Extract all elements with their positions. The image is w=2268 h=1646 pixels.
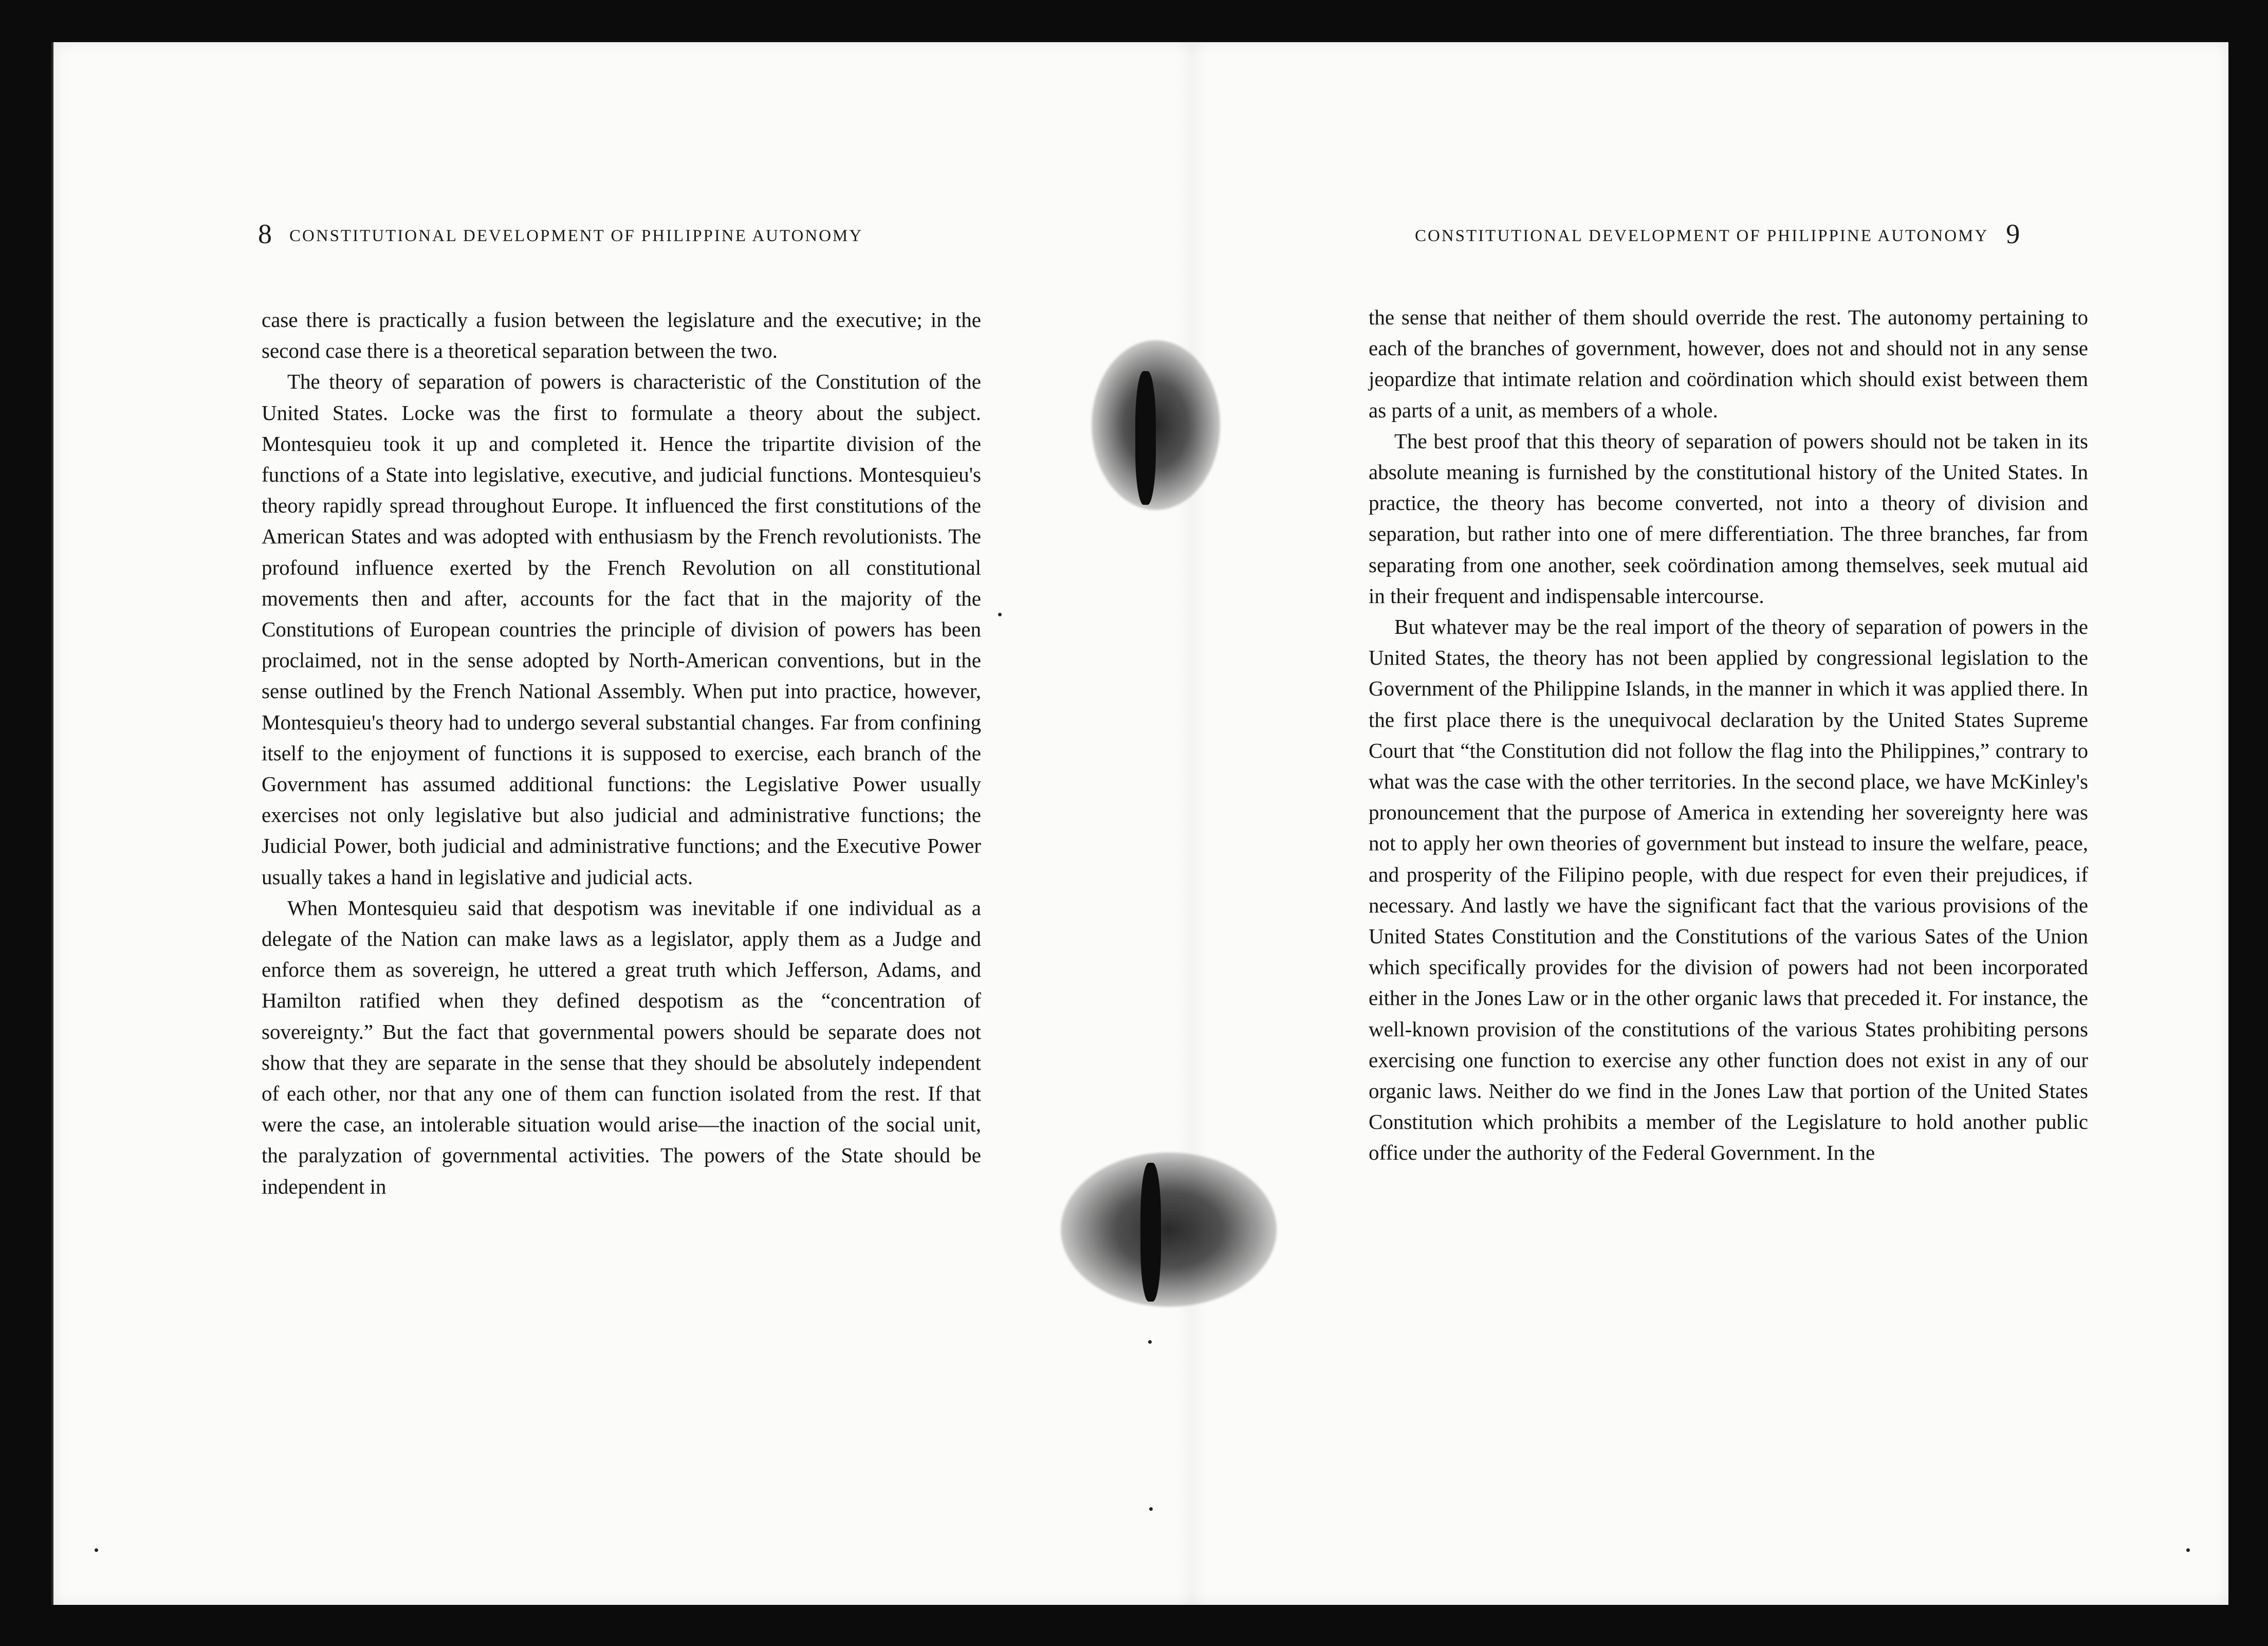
speck-3 [1149,1507,1153,1511]
right-head-title: CONSTITUTIONAL DEVELOPMENT OF PHILIPPINE AUTONOMY [1415,227,1989,245]
right-body-text [1369,302,2088,1168]
left-paragraph-3: When Montesquieu said that despotism was inevitable if one individual as a delegate of the Nation can make laws as a legislator, apply them as a Judge and enforce them as sovereign, he uttered a great truth which Jefferson, Adams, and Hamilton ratified when they defined despotism as the “concentration of sovereignty.” But the fact that governmental powers should be separate does not show that they are separate in the sense that they should be absolutely independent of each other, nor that any one of them can function isolated from the rest. If that were the case, an intolerable situation would arise—the inaction of the social unit, the paralyzation of governmental activities. The powers of the State should be independent in [262,895,981,1198]
left-paragraph-1: case there is practically a fusion between the legislature and the executive; in the second case there is a theoretical separation between the two. [262,308,981,363]
speck-5 [2186,1548,2190,1552]
left-paragraph-2: The theory of separation of powers is characteristic of the Constitution of the United States. Locke was the first to formulate a theory about the subject. Montesquieu took it up and completed it. Hence the tripartite division of the functions of a State into legislative, executive, and judicial functions. Montesquieu's theory rapidly spread throughout Europe. It influenced the first constitutions of the American States and was adopted with enthusiasm by the French revolutionists. The profound influence exerted by the French Revolution on all constitutional movements then and after, accounts for the fact that in the majority of the Constitutions of European countries the principle of division of powers has been proclaimed, not in the sense adopted by North-American conventions, but in the sense outlined by the French National Assembly. When put into practice, however, Montesquieu's theory had to undergo several substantial changes. Far from confining itself to the enjoyment of functions it is supposed to exercise, each branch of the Government has assumed additional functions: the Legislative Power usually exercises not only legislative but also judicial and administrative functions; the Judicial Power, both judicial and administrative functions; and the Executive Power usually takes a hand in legislative and judicial acts. [262,370,981,889]
left-page-number: 8 [258,218,272,249]
left-body-text [262,304,981,1202]
speck-4 [95,1548,98,1552]
right-paragraph-1: the sense that neither of them should override the rest. The autonomy pertaining to each of the branches of government, however, does not and should not in any sense jeopardize that intimate relation and coördination which should exist between them as parts of a unit, as members of a whole. [1369,305,2088,422]
ink-blot-bottom-core [1140,1163,1161,1302]
ink-blot-top-core [1135,371,1156,505]
book-spread [51,42,2228,1605]
left-running-head [258,218,863,250]
speck-1 [998,613,1002,616]
right-paragraph-3: But whatever may be the real import of the theory of separation of powers in the United States, the theory has not been applied by congressional legislation to the Government of the Philippine Islands, in the manner in which it was applied there. In the first place there is the unequivocal declaration by the United States Supreme Court that “the Constitution did not follow the flag into the Philippines,” contrary to what was the case with the other territories. In the second place, we have McKinley's pronouncement that the purpose of America in extending her sovereignty here was not to apply her own theories of government but instead to insure the welfare, peace, and prosperity of the Filipino people, with due respect for even their prejudices, if necessary. And lastly we have the significant fact that the various provisions of the United States Constitution and the Constitutions of the various Sates of the Union which specifically provides for the division of powers had not been incorporated either in the Jones Law or in the other organic laws that preceded it. For instance, the well-known provision of the constitutions of the various States prohibiting persons exercising one function to exercise any other function does not exist in any of our organic laws. Neither do we find in the Jones Law that portion of the United States Constitution which prohibits a member of the Legislature to hold another public office under the authority of the Federal Government. In the [1369,615,2088,1165]
right-page-number: 9 [2006,218,2020,249]
left-head-title: CONSTITUTIONAL DEVELOPMENT OF PHILIPPINE AUTONOMY [289,227,863,245]
ink-blot-bottom [1061,1153,1277,1307]
right-paragraph-2: The best proof that this theory of separation of powers should not be taken in its absolute meaning is furnished by the constitutional history of the United States. In practice, the theory has become converted, not into a theory of division and separation, but rather into one of mere differentiation. The three branches, far from separating from one another, seek coördination among themselves, seek mutual aid in their frequent and indispensable intercourse. [1369,429,2088,608]
right-running-head [1415,218,2020,250]
speck-2 [1148,1340,1152,1344]
gutter [1176,42,1207,1605]
ink-blot-top [1092,340,1220,510]
